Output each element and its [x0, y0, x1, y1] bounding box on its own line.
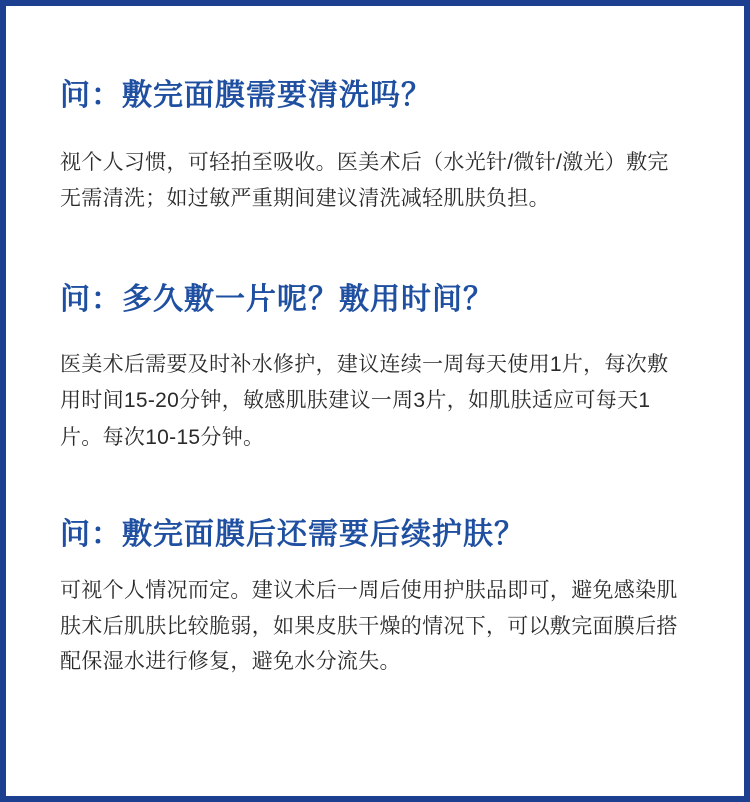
faq-question: 问：多久敷一片呢？敷用时间？ [60, 283, 494, 316]
faq-item [60, 515, 690, 679]
faq-question: 问：敷完面膜需要清洗吗？ [60, 79, 432, 112]
faq-answer: 医美术后需要及时补水修护，建议连续一周每天使用1片，每次敷用时间15-20分钟，敏感肌肤建议一周3片，如肌肤适应可每天1片。每次10-15分钟。 [60, 352, 669, 449]
faq-item [60, 76, 690, 218]
faq-question: 问：敷完面膜后还需要后续护肤？ [60, 517, 525, 551]
faq-content [6, 6, 744, 796]
faq-item [60, 280, 690, 457]
faq-answer: 可视个人情况而定。建议术后一周后使用护肤品即可，避免感染肌肤术后肌肤比较脆弱，如果皮肤干燥的情况下，可以敷完面膜后搭配保湿水进行修复，避免水分流失。 [60, 579, 678, 673]
faq-answer: 视个人习惯，可轻拍至吸收。医美术后（水光针/微针/激光）敷完无需清洗；如过敏严重期间建议清洗减轻肌肤负担。 [60, 150, 669, 211]
